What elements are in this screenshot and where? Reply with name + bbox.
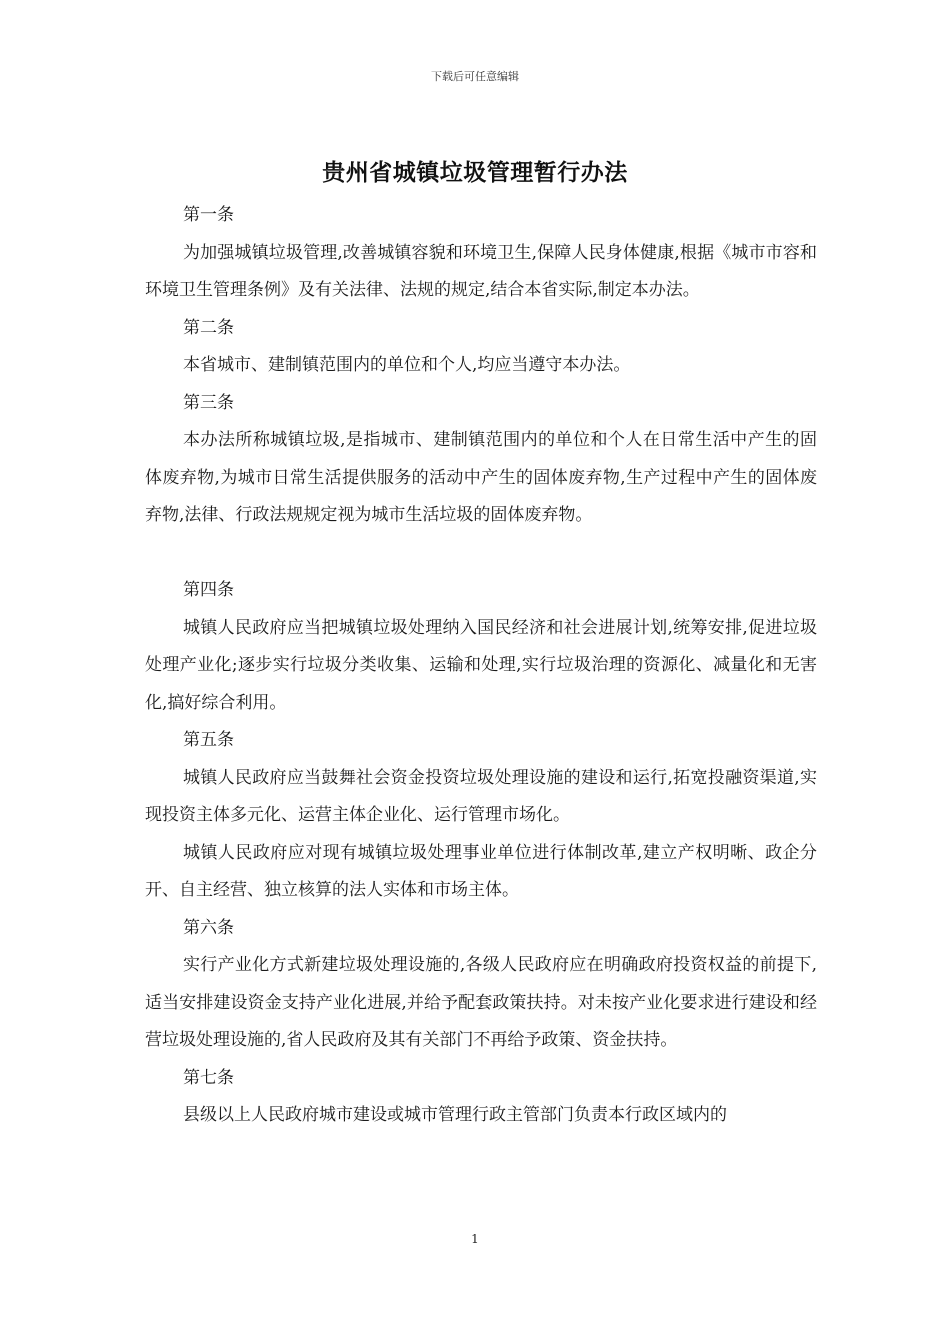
article-heading: 第四条: [183, 580, 234, 600]
article-heading: 第三条: [183, 392, 234, 413]
page-header: 下载后可任意编辑: [431, 70, 519, 83]
blank-line: [145, 535, 817, 573]
body-paragraph: 为加强城镇垃圾管理,改善城镇容貌和环境卫生,保障人民身体健康,根据《城市市容和环境卫生管理条例》及有关法律、法规的规定,结合本省实际,制定本办法。: [145, 242, 817, 300]
article-heading: 第一条: [183, 205, 234, 225]
body-paragraph: 城镇人民政府应当把城镇垃圾处理纳入国民经济和社会进展计划,统筹安排,促进垃圾处理产业化;逐步实行垃圾分类收集、运输和处理,实行垃圾治理的资源化、减量化和无害化,搞好综合利用。: [145, 617, 817, 713]
document-title: 贵州省城镇垃圾管理暂行办法: [322, 159, 628, 186]
article-heading: 第七条: [183, 1067, 234, 1088]
body-paragraph: 本办法所称城镇垃圾,是指城市、建制镇范围内的单位和个人在日常生活中产生的固体废弃物,为城市日常生活提供服务的活动中产生的固体废弃物,生产过程中产生的固体废弃物,法律、行政法规规定视为城市生活垃圾的固体废弃物。: [145, 430, 817, 525]
body-paragraph: 县级以上人民政府城市建设或城市管理行政主管部门负责本行政区域内的: [183, 1105, 727, 1125]
article-heading: 第五条: [183, 730, 234, 750]
body-paragraph: 城镇人民政府应对现有城镇垃圾处理事业单位进行体制改革,建立产权明晰、政企分开、自主经营、独立核算的法人实体和市场主体。: [145, 842, 817, 900]
body-paragraph: 城镇人民政府应当鼓舞社会资金投资垃圾处理设施的建设和运行,拓宽投融资渠道,实现投资主体多元化、运营主体企业化、运行管理市场化。: [145, 767, 817, 825]
article-heading: 第二条: [183, 317, 234, 338]
page-number: 1: [471, 1232, 479, 1246]
article-heading: 第六条: [183, 917, 234, 938]
body-paragraph: 实行产业化方式新建垃圾处理设施的,各级人民政府应在明确政府投资权益的前提下,适当安排建设资金支持产业化进展,并给予配套政策扶持。对未按产业化要求进行建设和经营垃圾处理设施的,省人民政府及其有关部门不再给予政策、资金扶持。: [145, 955, 817, 1050]
document-body: [145, 197, 817, 1135]
body-paragraph: 本省城市、建制镇范围内的单位和个人,均应当遵守本办法。: [183, 355, 631, 375]
